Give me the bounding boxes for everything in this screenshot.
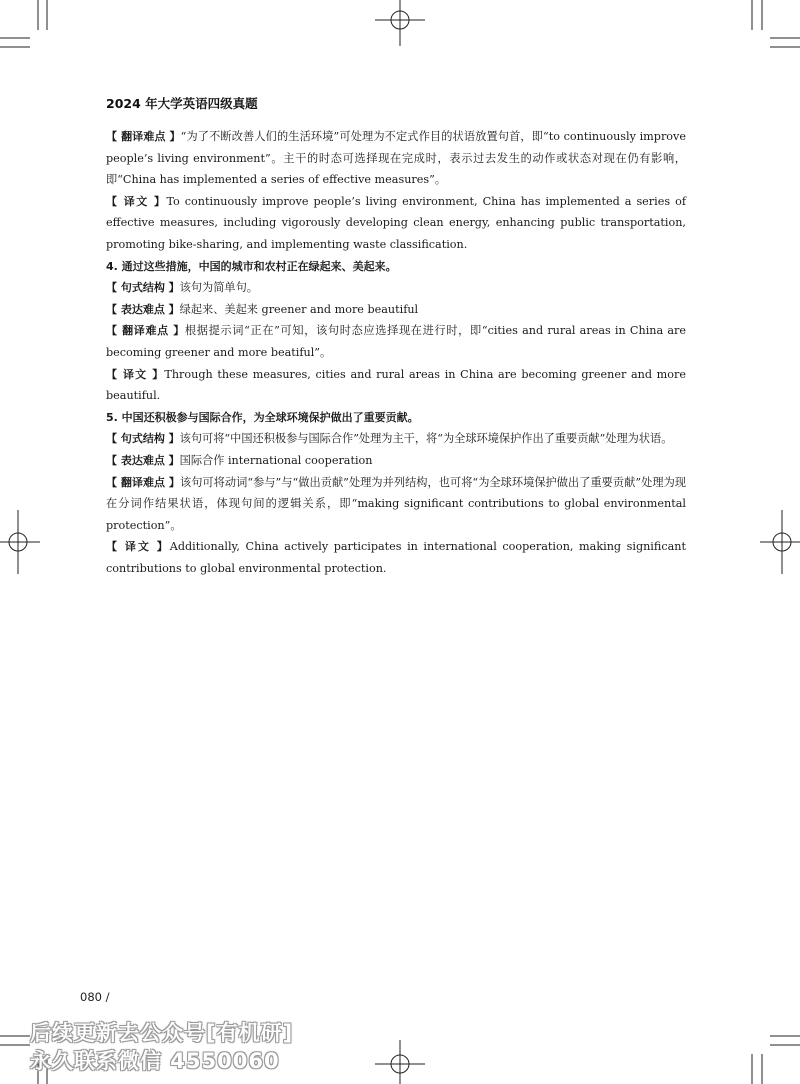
paragraph-text: 根据提示词“正在”可知，该句时态应选择现在进行时，即“cities and rural areas in China are becoming greener and more beatiful”。 (106, 324, 686, 359)
paragraph-translation-difficulty (106, 320, 686, 363)
label-tag: 【 表达难点 】 (106, 453, 180, 467)
paragraph-text: To continuously improve people’s living environment, China has implemented a series of effective measures, including vigorously developing clean energy, enhancing public transportation, promoting bike-sharing, and implementing waste classification. (106, 194, 686, 251)
label-tag: 【 句式结构 】 (106, 432, 180, 446)
paragraph-text: 国际合作 international cooperation (179, 453, 373, 467)
paragraph-text: Through these measures, cities and rural areas in China are becoming greener and more beautiful. (106, 367, 686, 403)
label-tag: 【 译文 】 (106, 367, 165, 381)
registration-mark-right (760, 510, 800, 574)
paragraph-translation (106, 364, 686, 407)
sentence-heading-5: 5. 中国还积极参与国际合作，为全球环境保护做出了重要贡献。 (106, 410, 419, 424)
label-tag: 【 翻译难点 】 (106, 475, 180, 489)
paragraph-sentence-structure (106, 428, 686, 450)
page-number: 080 / (80, 990, 110, 1004)
paragraph-text: 该句为简单句。 (179, 281, 258, 295)
paragraph-translation (106, 536, 686, 579)
paragraph-text: “为了不断改善人们的生活环境”可处理为不定式作目的状语放置句首，即“to continuously improve people’s living environment”。主干的时态可选择现在完成时，表示过去发生的动作或状态对现在仍有影响，即“China has implemented a series of effective measures”。 (106, 130, 686, 187)
paragraph-translation-difficulty (106, 126, 686, 191)
paragraph-translation (106, 191, 686, 256)
label-tag: 【 翻译难点 】 (106, 324, 185, 338)
page-header-title: 2024 年大学英语四级真题 (106, 96, 258, 111)
paragraph-text: 该句可将动词“参与”与“做出贡献”处理为并列结构，也可将“为全球环境保护做出了重要贡献”处理为现在分词作结果状语，体现句间的逻辑关系，即“making significant contributions to global environmental protection”。 (106, 475, 686, 532)
paragraph-text: Additionally, China actively participates in international cooperation, making significant contributions to global environmental protection. (106, 540, 686, 575)
sentence-heading-4: 4. 通过这些措施，中国的城市和农村正在绿起来、美起来。 (106, 259, 397, 273)
paragraph-text: 绿起来、美起来 greener and more beautiful (179, 302, 419, 316)
watermark-line-2: 永久联系微信 4550060 (30, 1049, 280, 1073)
paragraph-sentence-structure (106, 277, 686, 299)
paragraph-translation-difficulty (106, 472, 686, 537)
document-body (106, 126, 686, 579)
registration-mark-left (0, 510, 40, 574)
paragraph-expression-difficulty (106, 299, 686, 321)
label-tag: 【 译文 】 (106, 194, 167, 208)
label-tag: 【 翻译难点 】 (106, 130, 181, 143)
label-tag: 【 表达难点 】 (106, 302, 180, 316)
label-tag: 【 句式结构 】 (106, 281, 180, 295)
registration-mark-bottom (375, 1040, 425, 1084)
paragraph-text: 该句可将“中国还积极参与国际合作”处理为主干，将“为全球环境保护作出了重要贡献”处理为状语。 (179, 432, 673, 446)
paragraph-expression-difficulty (106, 450, 686, 472)
registration-mark-top (375, 0, 425, 46)
label-tag: 【 译文 】 (106, 540, 170, 554)
watermark-line-1: 后续更新去公众号[有机研] (30, 1021, 294, 1045)
